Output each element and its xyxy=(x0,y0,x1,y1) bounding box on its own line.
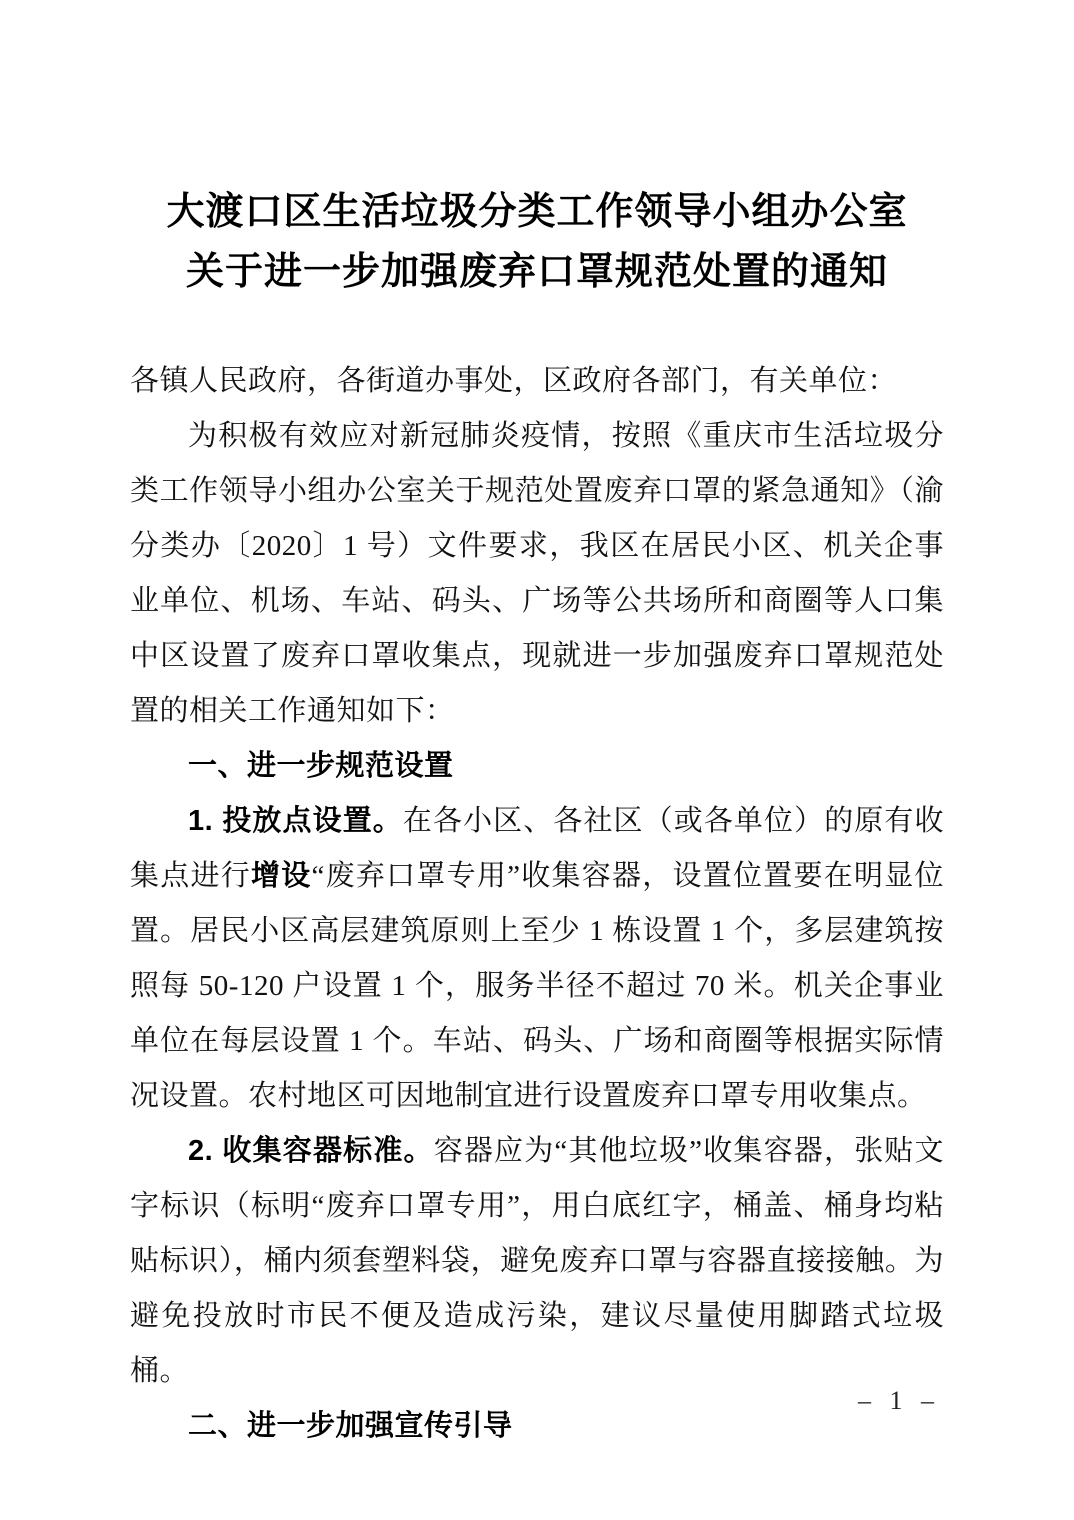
document-body xyxy=(130,354,944,1454)
text-run: “废弃口罩专用”收集容器，设置位置要在明显位置。居民小区高层建筑原则上至少 1 栋设置 1 个，多层建筑按照每 50-120 户设置 1 个，服务半径不超过 70 米。机关企事业单位在每层设置 1 个。车站、码头、广场和商圈等根据实际情况设置。农村地区可因地制宜进行设置废弃口罩专用收集点。 xyxy=(130,860,944,1112)
bold-text-run: 增设 xyxy=(251,860,312,892)
body-paragraph xyxy=(130,409,944,739)
document-title-line-2: 关于进一步加强废弃口罩规范处置的通知 xyxy=(185,251,888,293)
text-run: 在各小区、各社区（或各单位）的原有收集点进行 xyxy=(130,805,944,892)
section-heading: 一、进一步规范设置 xyxy=(188,750,454,782)
page-number: – 1 – xyxy=(858,1386,940,1415)
salutation-line: 各镇人民政府，各街道办事处，区政府各部门，有关单位： xyxy=(130,365,898,397)
text-run: 容器应为“其他垃圾”收集容器，张贴文字标识（标明“废弃口罩专用”，用白底红字，桶盖、桶身均粘贴标识），桶内须套塑料袋，避免废弃口罩与容器直接接触。为避免投放时市民不便及造成污染，建议尽量使用脚踏式垃圾桶。 xyxy=(130,1135,944,1387)
section-heading: 二、进一步加强宣传引导 xyxy=(188,1410,513,1442)
text-run: 为积极有效应对新冠肺炎疫情，按照《重庆市生活垃圾分类工作领导小组办公室关于规范处置废弃口罩的紧急通知》（渝分类办〔2020〕1 号）文件要求，我区在居民小区、机关企事业单位、机场、车站、码头、广场等公共场所和商圈等人口集中区设置了废弃口罩收集点，现就进一步加强废弃口罩规范处置的相关工作通知如下： xyxy=(130,420,944,727)
body-paragraph xyxy=(130,1124,944,1399)
document-title-line-1: 大渡口区生活垃圾分类工作领导小组办公室 xyxy=(166,191,908,233)
bold-text-run: 1. 投放点设置。 xyxy=(188,805,403,837)
bold-text-run: 2. 收集容器标准。 xyxy=(188,1135,434,1167)
document-title xyxy=(130,182,944,302)
body-paragraph xyxy=(130,794,944,1124)
paragraph-container xyxy=(130,409,944,1454)
